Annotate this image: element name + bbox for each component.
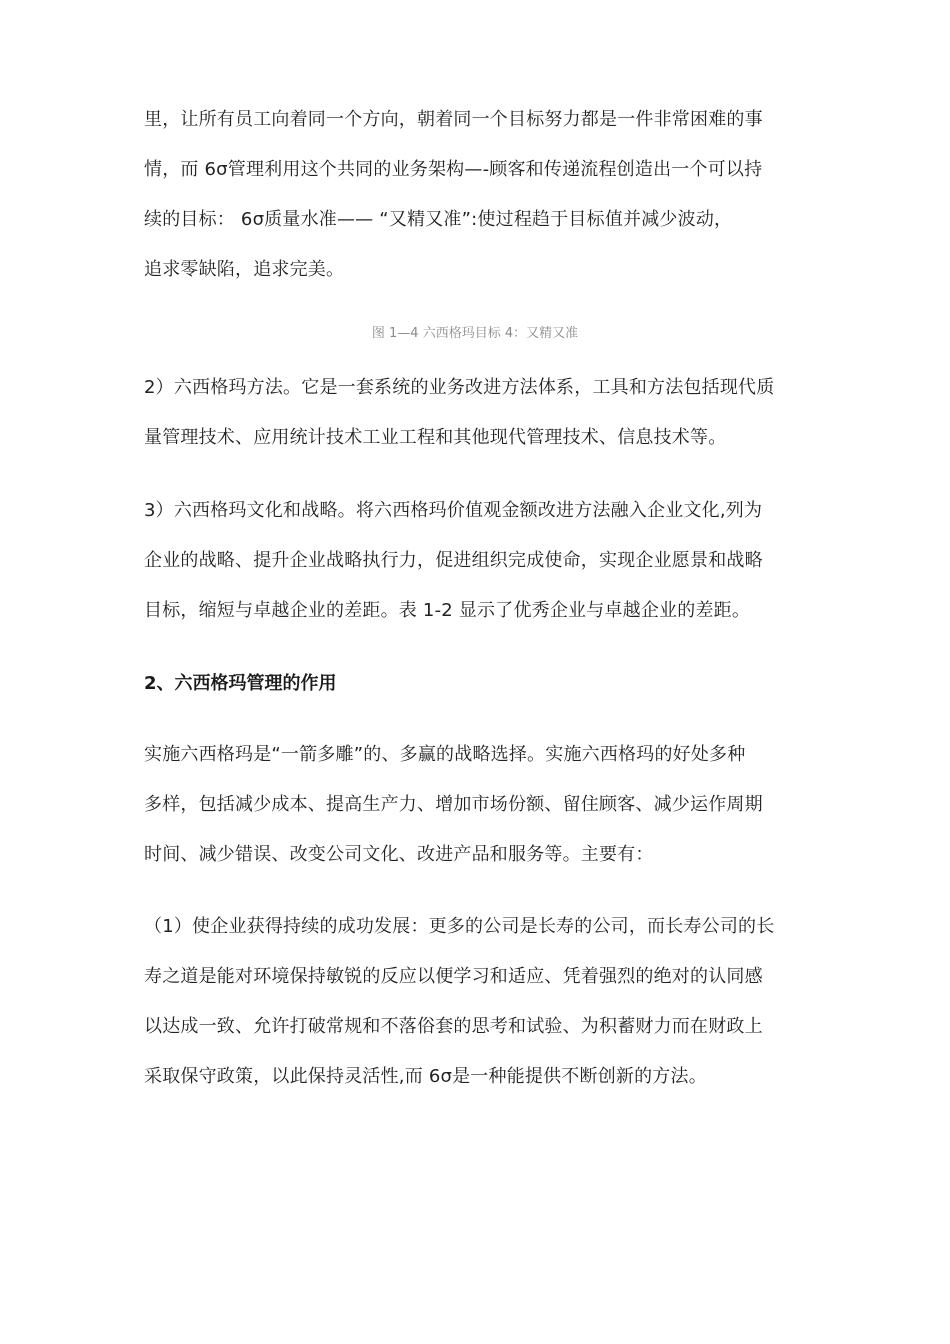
text-line: 情，而 6σ管理利用这个共同的业务架构—-顾客和传递流程创造出一个可以持 (144, 159, 763, 180)
benefits-paragraph (144, 730, 814, 880)
text-line: 寿之道是能对环境保持敏锐的反应以便学习和适应、凭着强烈的绝对的认同感 (144, 966, 763, 987)
text-line: 里，让所有员工向着同一个方向，朝着同一个目标努力都是一件非常困难的事 (144, 109, 763, 130)
text-line: 量管理技术、应用统计技术工业工程和其他现代管理技术、信息技术等。 (144, 427, 727, 448)
text-line: 企业的战略、提升企业战略执行力，促进组织完成使命，实现企业愿景和战略 (144, 550, 763, 571)
text-line: 多样，包括减少成本、提高生产力、增加市场份额、留住顾客、减少运作周期 (144, 794, 763, 815)
text-line: 目标，缩短与卓越企业的差距。表 1-2 显示了优秀企业与卓越企业的差距。 (144, 600, 751, 621)
point1-paragraph (144, 902, 814, 1102)
text-line: 时间、减少错误、改变公司文化、改进产品和服务等。主要有： (144, 844, 654, 865)
intro-paragraph (144, 95, 814, 295)
culture-paragraph (144, 486, 814, 636)
text-line: 3）六西格玛文化和战略。将六西格玛价值观金额改进方法融入企业文化,列为 (144, 500, 763, 521)
text-line: 追求零缺陷，追求完美。 (144, 259, 345, 280)
text-line: 以达成一致、允许打破常规和不落俗套的思考和试验、为积蓄财力而在财政上 (144, 1016, 763, 1037)
text-line: 采取保守政策，以此保持灵活性,而 6σ是一种能提供不断创新的方法。 (144, 1066, 707, 1087)
text-line: 实施六西格玛是“一箭多雕”的、多赢的战略选择。实施六西格玛的好处多种 (144, 744, 746, 765)
method-paragraph (144, 363, 814, 463)
text-line: （1）使企业获得持续的成功发展：更多的公司是长寿的公司，而长寿公司的长 (144, 916, 775, 937)
section-heading: 2、六西格玛管理的作用 (144, 673, 337, 694)
text-line: 2）六西格玛方法。它是一套系统的业务改进方法体系，工具和方法包括现代质 (144, 377, 775, 398)
text-line: 续的目标： 6σ质量水准—— “又精又准”:使过程趋于目标值并减少波动， (144, 209, 733, 230)
figure-caption: 图 1—4 六西格玛目标 4：又精又准 (371, 326, 579, 341)
